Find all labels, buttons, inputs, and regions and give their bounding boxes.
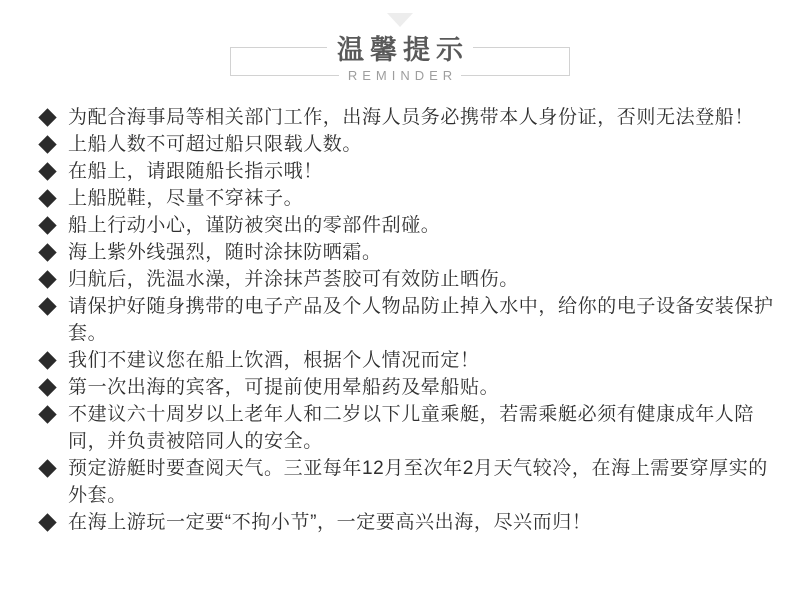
page-title: 温馨提示 [337,34,469,65]
subtitle-line-right [461,75,570,76]
diamond-bullet-icon [38,136,56,154]
header-line-left [230,47,327,48]
reminder-item [38,293,780,347]
reminder-item [38,212,780,239]
reminder-text: 我们不建议您在船上饮酒，根据个人情况而定！ [68,350,480,371]
diamond-bullet-icon [38,244,56,262]
reminder-text: 上船脱鞋，尽量不穿袜子。 [68,188,304,209]
reminder-item [38,347,780,374]
reminder-item [38,239,780,266]
diamond-bullet-icon [38,460,56,478]
header-line-right [473,47,570,48]
reminder-item [38,158,780,185]
reminder-text: 海上紫外线强烈，随时涂抹防晒霜。 [68,242,382,263]
triangle-down-icon [387,13,413,27]
header [230,29,570,83]
header-bracket-right [569,47,570,76]
reminder-notice-page [0,13,800,596]
reminder-item [38,131,780,158]
reminder-item [38,266,780,293]
reminder-text: 归航后，洗温水澡，并涂抹芦荟胶可有效防止晒伤。 [68,269,519,290]
diamond-bullet-icon [38,352,56,370]
diamond-bullet-icon [38,217,56,235]
diamond-bullet-icon [38,271,56,289]
subtitle-line-left [230,75,339,76]
subtitle-row [230,67,570,83]
reminder-item [38,104,780,131]
reminder-text: 不建议六十周岁以上老年人和二岁以下儿童乘艇，若需乘艇必须有健康成年人陪同，并负责被陪同人的安全。 [68,404,755,452]
reminder-text: 在船上，请跟随船长指示哦！ [68,161,323,182]
reminder-item [38,374,780,401]
diamond-bullet-icon [38,163,56,181]
reminder-list [0,104,800,536]
diamond-bullet-icon [38,379,56,397]
diamond-bullet-icon [38,298,56,316]
reminder-text: 在海上游玩一定要“不拘小节”，一定要高兴出海，尽兴而归！ [68,512,592,533]
header-bracket-left [230,47,231,76]
reminder-item [38,401,780,455]
diamond-bullet-icon [38,514,56,532]
diamond-bullet-icon [38,406,56,424]
reminder-item [38,455,780,509]
page-subtitle: REMINDER [347,67,458,83]
diamond-bullet-icon [38,190,56,208]
reminder-text: 第一次出海的宾客，可提前使用晕船药及晕船贴。 [68,377,500,398]
reminder-text: 为配合海事局等相关部门工作，出海人员务必携带本人身份证，否则无法登船！ [68,107,755,128]
reminder-item [38,185,780,212]
reminder-text: 请保护好随身携带的电子产品及个人物品防止掉入水中，给你的电子设备安装保护套。 [68,296,774,344]
reminder-item [38,509,780,536]
title-row [230,29,570,65]
diamond-bullet-icon [38,109,56,127]
reminder-text: 上船人数不可超过船只限载人数。 [68,134,363,155]
reminder-text: 预定游艇时要查阅天气。三亚每年12月至次年2月天气较冷，在海上需要穿厚实的外套。 [68,458,768,506]
reminder-text: 船上行动小心，谨防被突出的零部件刮碰。 [68,215,441,236]
